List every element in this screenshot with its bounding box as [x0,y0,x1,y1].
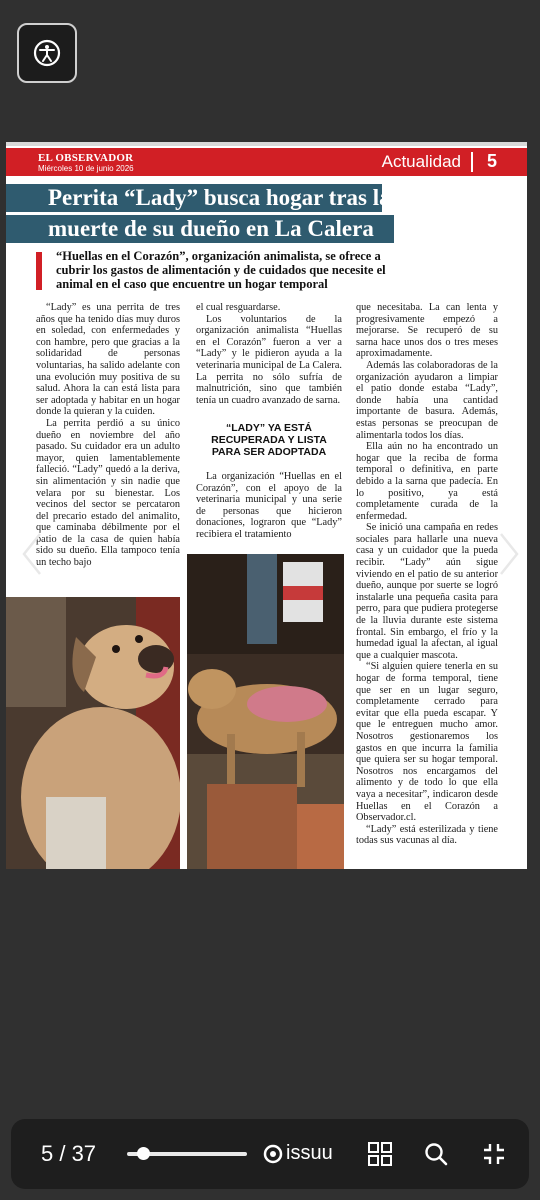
paragraph: La organización “Huellas en el Corazón”, con el apoyo de la veterinaria municipal y una serie de personas que hicieron donaciones, lograron que “Lady” recibiera el tratamiento [196,471,342,540]
page-top-rule [6,142,527,146]
paragraph: Se inició una campaña en redes sociales para hallarle una nueva casa y un cuidador que la pueda recibir. “Lady” aún sigue viviendo en el patio de su anterior dueño, aunque por suerte se logró instalarle una pequeña casita para perro, para que pudiera protegerse de la lluvia durante este sistema frontal. Sin embargo, el frío y la humedad igual la afectan, al igual que a cualquier mascota. [356,522,498,661]
next-page-icon [497,532,521,576]
next-page-button[interactable] [497,532,521,576]
article-lead: “Huellas en el Corazón”, organización animalista, se ofrece a cubrir los gastos de alimentación y de cuidados que necesite el animal en el caso que encuentre un hogar temporal [56,249,386,291]
paragraph: el cual resguardarse. [196,302,281,313]
issuu-logo[interactable] [263,1142,333,1165]
paragraph: “Lady” es una perrita de tres años que ha tenido días muy duros en soledad, con enfermedades y con hambre, pero que gracias a la solidaridad de personas voluntarias, ha salido adelante con una evolución muy positiva de su salud. Ahora la can está lista para ser adoptada y habitar en un hogar donde la quieran y la cuiden. [36,302,180,418]
previous-page-button[interactable] [20,532,44,576]
previous-page-icon [20,532,44,576]
paragraph: Los voluntarios de la organización animalista “Huellas en el Corazón” fueron a ver a “Lady” y le pidieron ayuda a la veterinaria municipal de La Calera. La perrita no sólo sufría de malnutrición, sino que también tenía un cuadro avanzado de sarna. [196,313,342,406]
paragraph: Ella aún no ha encontrado un hogar que la reciba de forma temporal o definitiva, en parte debido a la sarna que padecía. En lo positivo, ya está completamente curada de la enfermedad. [356,441,498,522]
magazine-page[interactable] [6,142,527,869]
dog-portrait-photo [6,597,180,869]
section-name: Actualidad [381,152,461,171]
page-number: 5 [486,151,497,171]
fullscreen-icon[interactable] [481,1141,507,1167]
paragraph: Además las colaboradoras de la organización ayudaron a limpiar el patio donde estaba “Lady”, donde había una cantidad importante de basura. Además, estas personas se preocupan de alimentarla todos los días. [356,359,498,441]
headline-line-2: muerte de su dueño en La Calera [6,215,394,243]
paragraph: La perrita perdió a su único dueño en noviembre del año pasado. Su cuidador era un adulto mayor, quien lamentablemente falleció. “Lady” quedó a la deriva, sin alimentación y sin nadie que velara por su bienestar. Los vecinos del sector se percataron del precario estado del animalito, que caminaba débilmente por el patio de la casa de quien había sido su dueño. Ella tampoco tenía un techo bajo [36,417,180,569]
page-header [6,148,527,176]
search-icon[interactable] [423,1141,449,1167]
paragraph: que necesitaba. La can lenta y progresivamente empezó a mejorarse. Se recuperó de su sarna hace unos dos o tres meses aproximadamente. [356,302,498,360]
article-column-1 [36,302,180,569]
slider-handle[interactable] [137,1147,150,1160]
headline-line-1: Perrita “Lady” busca hogar tras la [6,184,382,212]
paragraph: “Si alguien quiere tenerla en su hogar de forma temporal, tiene que ser en un lugar seguro, completamente cerrado para evitar que ella pueda escapar. Y que le entreguen mucho amor. Nosotros gestionaremos los gastos en que incurra la familia que quiera ser su hogar temporal. Nosotros nos encargamos del alimento y de todo lo que ella vaya a necesitar”, indicaron desde Huellas en el Corazón a Observador.cl. [356,661,498,824]
accessibility-button[interactable] [17,23,77,83]
header-divider [471,152,473,172]
accessibility-icon [32,38,62,68]
page-indicator: 5 / 37 [41,1141,97,1166]
article-subheading: “LADY” YA ESTÁ RECUPERADA Y LISTA PARA SER ADOPTADA [211,422,327,458]
paper-name: EL OBSERVADOR [38,152,134,164]
grid-view-icon[interactable] [367,1141,393,1167]
dog-yard-photo [187,554,344,869]
issue-date: Miércoles 10 de junio 2026 [38,164,134,173]
article-column-3 [356,302,498,847]
paragraph: “Lady” está esterilizada y tiene todas sus vacunas al día. [356,823,498,847]
article-column-2 [196,302,342,406]
issuu-mark-icon [263,1144,283,1164]
lead-accent-bar [36,252,42,290]
article-column-2-continued [196,471,342,541]
viewer-toolbar [11,1119,529,1189]
brand-text: issuu [286,1142,333,1164]
